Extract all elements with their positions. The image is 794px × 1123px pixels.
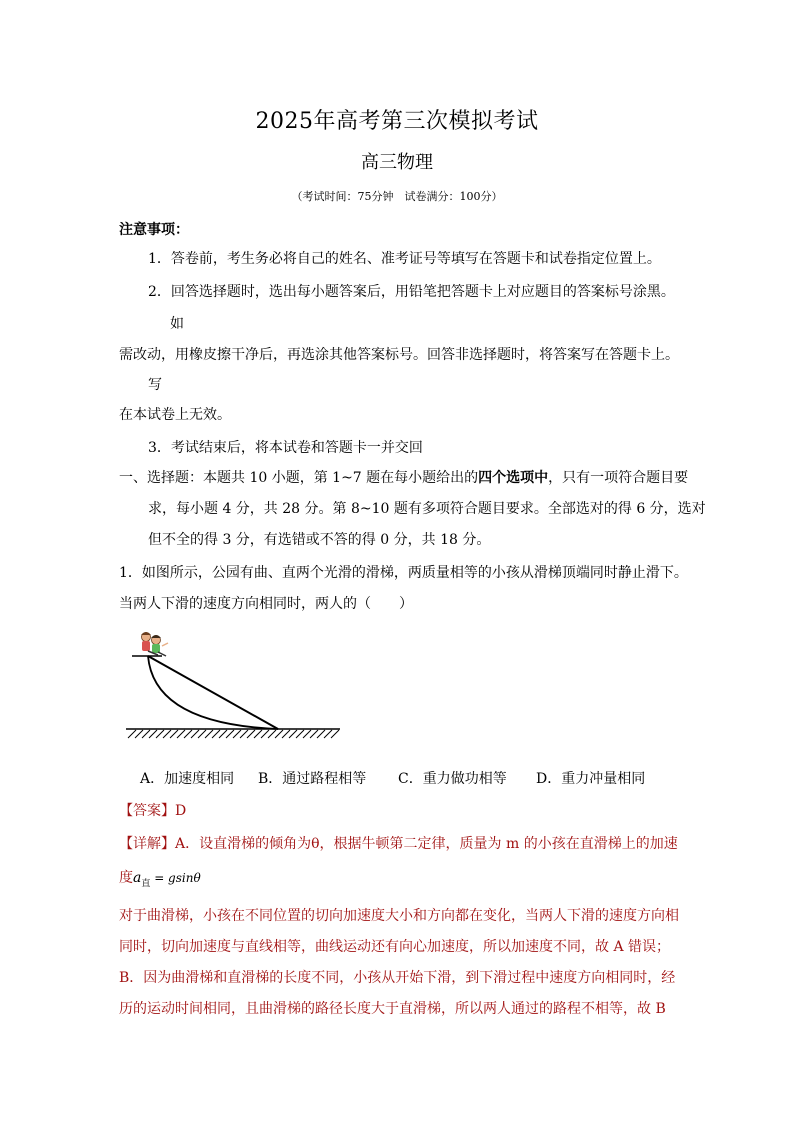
explanation-label: 【详解】	[119, 836, 175, 852]
answer-label: 【答案】	[119, 803, 175, 819]
exam-title: 2025年高考第三次模拟考试	[255, 109, 539, 134]
formula-rest: = gsinθ	[150, 871, 201, 885]
option-c[interactable]: C．重力做功相等	[398, 771, 507, 787]
answer-line	[119, 800, 186, 820]
option-d[interactable]: D．重力冲量相同	[536, 771, 646, 787]
notes-heading: 注意事项：	[119, 222, 189, 238]
explanation-line-1-text: A．设直滑梯的倾角为θ，根据牛顿第二定律，质量为 m 的小孩在直滑梯上的加速	[175, 836, 678, 852]
section-1-line-2: 求，每小题 4 分，共 28 分。第 8~10 题有多项符合题目要求。全部选对的得 6 分，选对	[148, 501, 706, 517]
formula-subscript: 直	[141, 878, 151, 889]
slide-diagram	[118, 626, 348, 746]
notes-item-2-line-1: 2．回答选择题时，选出每小题答案后，用铅笔把答题卡上对应题目的答案标号涂黑。	[148, 284, 675, 300]
formula-a: a	[133, 870, 142, 886]
notes-item-2-line-3: 在本试卷上无效。	[119, 407, 231, 423]
explanation-line-6: 历的运动时间相同，且曲滑梯的路径长度大于直滑梯，所以两人通过的路程不相等，故 B	[119, 1001, 666, 1017]
exam-info: （考试时间：75分钟 试卷满分：100分）	[291, 190, 503, 203]
exam-subject: 高三物理	[361, 152, 433, 173]
slide-figure	[118, 626, 348, 750]
notes-item-3: 3．考试结束后，将本试卷和答题卡一并交回	[148, 440, 423, 456]
notes-item-2-wrap-1: 如	[170, 316, 184, 332]
notes-item-2-wrap-2: 写	[148, 377, 162, 393]
explanation-line-2-pre: 度	[119, 870, 133, 886]
ground-hatching	[128, 730, 339, 738]
children-icon	[141, 632, 168, 656]
explanation-line-2	[119, 867, 201, 889]
straight-slide	[148, 656, 278, 729]
section-1-line-1-pre: 一、选择题：本题共 10 小题，第 1~7 题在每小题给出的	[119, 470, 479, 486]
section-1-line-1-bold: 四个选项中	[478, 470, 549, 486]
explanation-line-3: 对于曲滑梯，小孩在不同位置的切向加速度大小和方向都在变化，当两人下滑的速度方向相	[119, 908, 679, 924]
section-1-line-1	[119, 467, 688, 487]
explanation-line-5: B．因为曲滑梯和直滑梯的长度不同，小孩从开始下滑，到下滑过程中速度方向相同时，经	[119, 970, 676, 986]
question-1-line-2: 当两人下滑的速度方向相同时，两人的（ ）	[119, 596, 413, 612]
option-b[interactable]: B．通过路程相等	[258, 771, 367, 787]
option-a[interactable]: A．加速度相同	[140, 771, 235, 787]
question-1-line-1: 1．如图所示，公园有曲、直两个光滑的滑梯，两质量相等的小孩从滑梯顶端同时静止滑下。	[119, 565, 688, 581]
notes-item-1: 1．答卷前，考生务必将自己的姓名、准考证号等填写在答题卡和试卷指定位置上。	[148, 251, 661, 267]
section-1-line-1-post: ，只有一项符合题目要	[548, 470, 689, 486]
answer-value: D	[175, 803, 187, 819]
notes-item-2-line-2: 需改动，用橡皮擦干净后，再选涂其他答案标号。回答非选择题时，将答案写在答题卡上。	[119, 347, 679, 363]
explanation-line-4: 同时，切向加速度与直线相等，曲线运动还有向心加速度，所以加速度不同，故 A 错误；	[119, 939, 671, 955]
explanation-line-1	[119, 833, 678, 853]
section-1-line-3: 但不全的得 3 分，有选错或不答的得 0 分，共 18 分。	[148, 532, 491, 548]
